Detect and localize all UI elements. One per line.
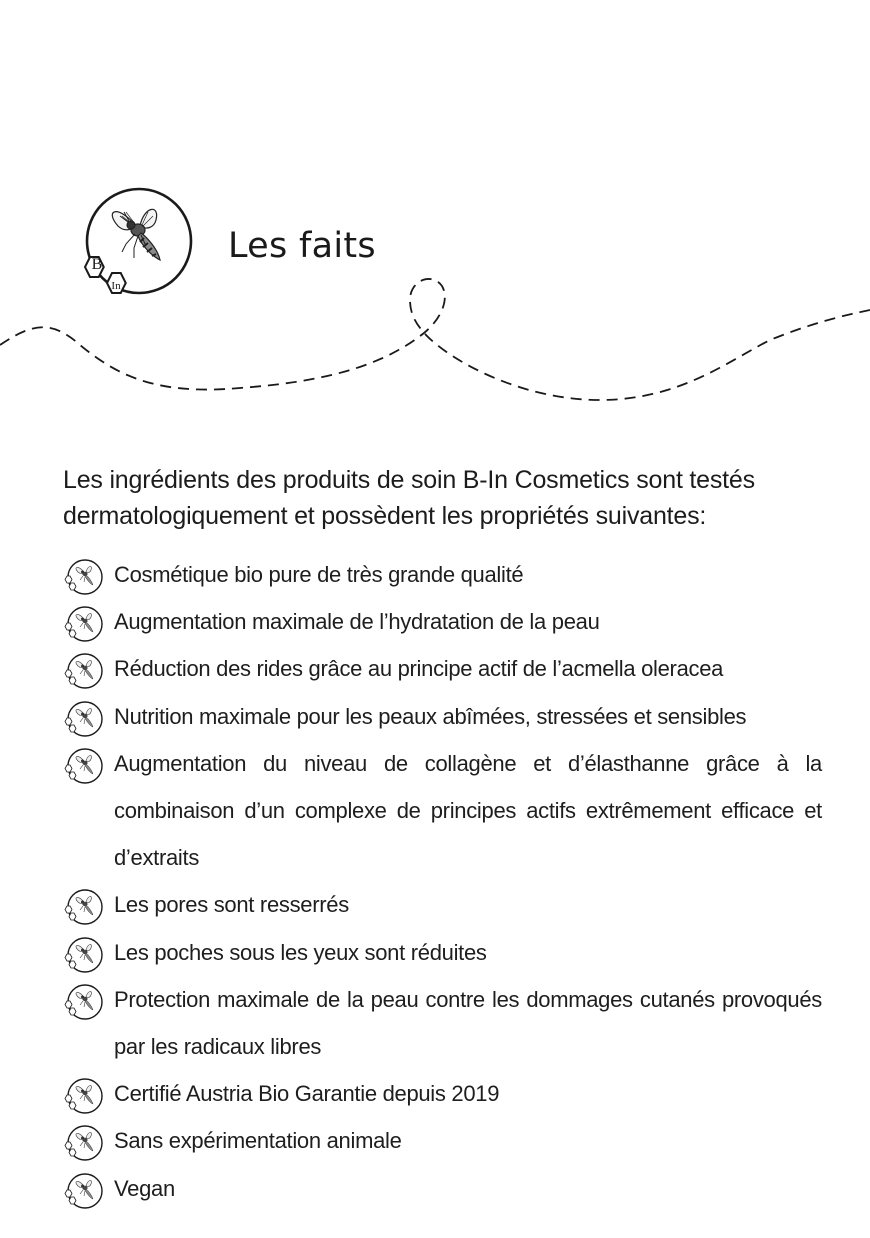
logo-letter-in: In: [111, 280, 121, 292]
page-title: Les faits: [228, 226, 376, 266]
bee-icon: [62, 1123, 106, 1163]
properties-list: [62, 551, 822, 1212]
list-item: Augmentation maximale de l’hydratation de la peau: [62, 598, 822, 645]
list-item: Vegan: [62, 1165, 822, 1212]
list-item: Sans expérimentation animale: [62, 1117, 822, 1164]
bee-icon: [62, 651, 106, 691]
logo-letter-b: B: [91, 256, 103, 273]
bee-icon: [62, 1076, 106, 1116]
bee-icon: [62, 887, 106, 927]
list-item: Cosmétique bio pure de très grande qualité: [62, 551, 822, 598]
list-item: Les pores sont resserrés: [62, 881, 822, 928]
list-item: Augmentation du niveau de collagène et d’élasthanne grâce à la combinaison d’un complexe de principes actifs extrêmement efficace et d’extraits: [62, 740, 822, 882]
list-item: Réduction des rides grâce au principe actif de l’acmella oleracea: [62, 645, 822, 692]
bee-icon: [62, 982, 106, 1022]
bee-icon: [62, 1171, 106, 1211]
bee-icon: [62, 746, 106, 786]
bee-icon: [62, 557, 106, 597]
bee-icon: [62, 604, 106, 644]
flight-path-decoration: [0, 270, 870, 410]
bee-icon: [62, 935, 106, 975]
list-item: Protection maximale de la peau contre les dommages cutanés provoqués par les radicaux libres: [62, 976, 822, 1070]
intro-text: Les ingrédients des produits de soin B-In Cosmetics sont testés dermatologiquement et possèdent les propriétés suivantes:: [63, 466, 755, 530]
list-item: Nutrition maximale pour les peaux abîmées, stressées et sensibles: [62, 693, 822, 740]
list-item: Certifié Austria Bio Garantie depuis 2019: [62, 1070, 822, 1117]
list-item: Les poches sous les yeux sont réduites: [62, 929, 822, 976]
bee-icon: [62, 699, 106, 739]
